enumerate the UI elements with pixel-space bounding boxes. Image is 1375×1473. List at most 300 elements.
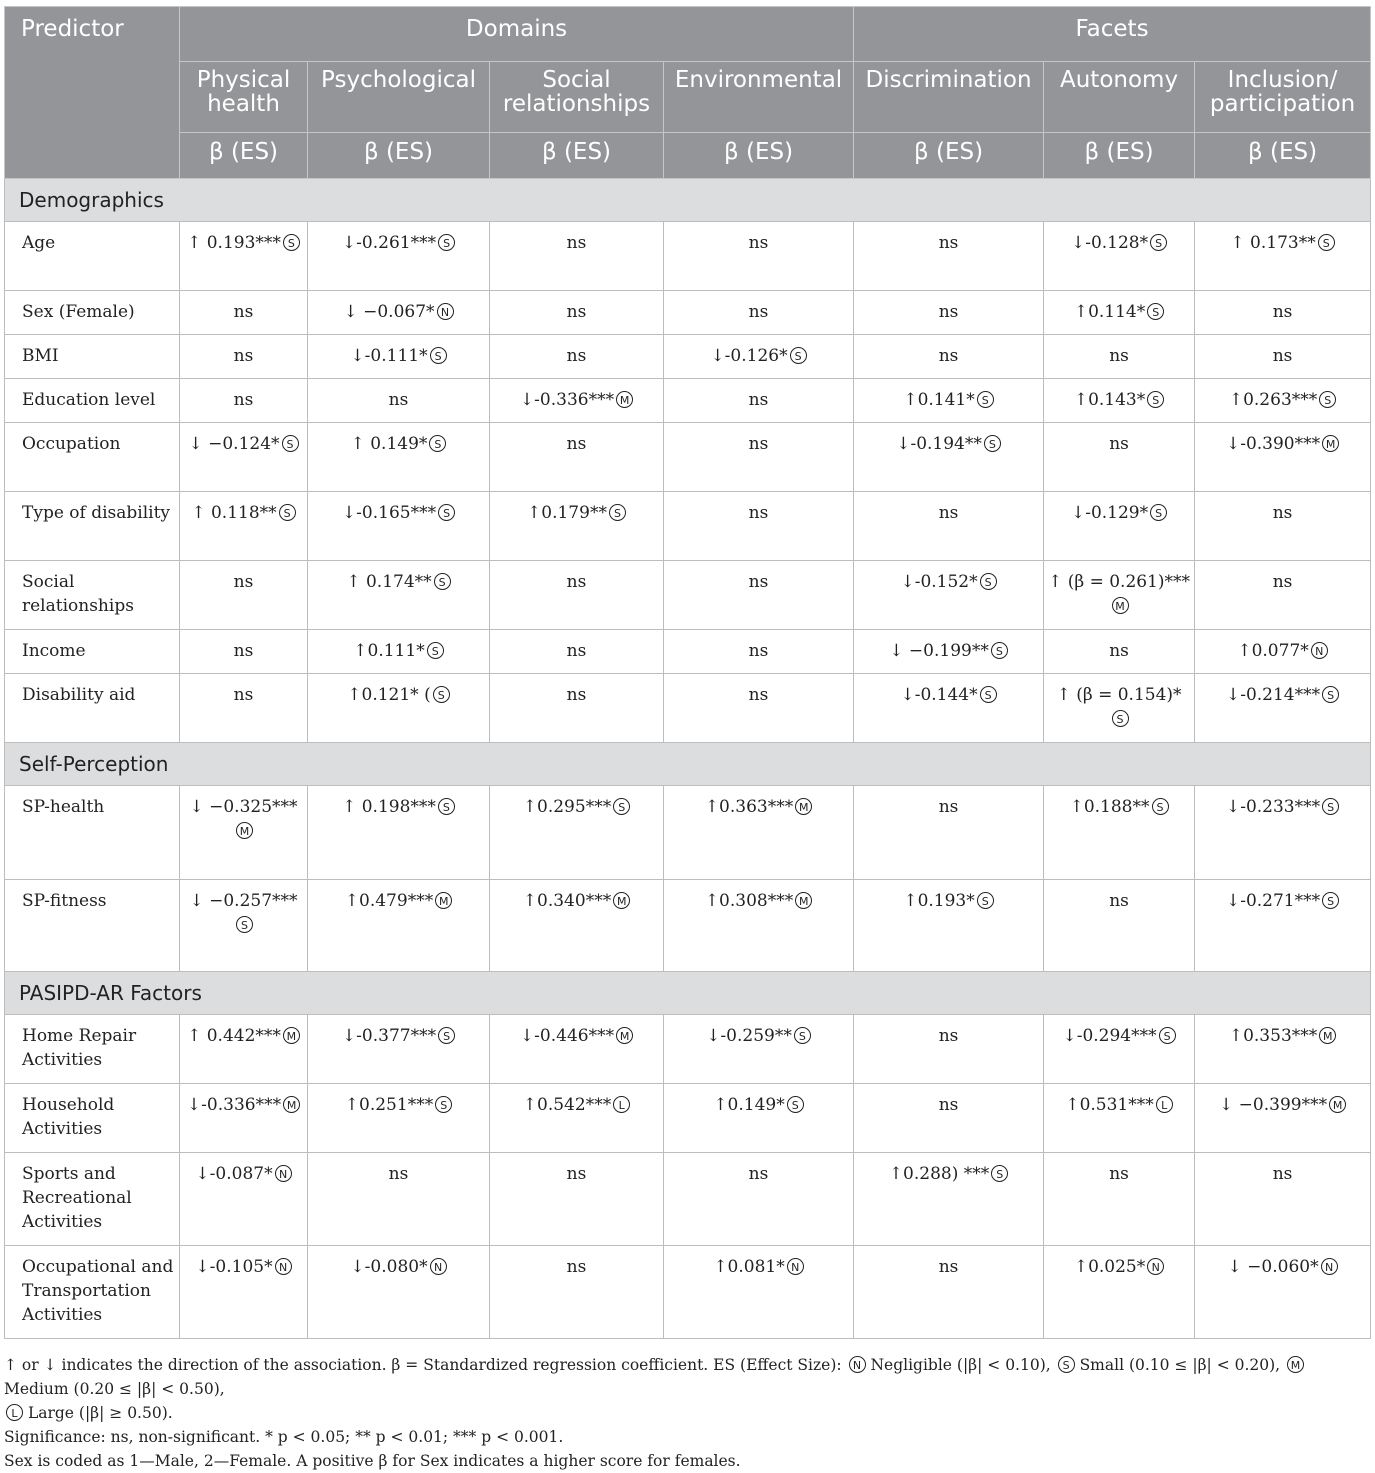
beta-value: ns: [1109, 1164, 1129, 1184]
beta-value: ↑0.121* (: [347, 685, 431, 705]
cell-inclusion: [1195, 1084, 1371, 1153]
beta-value: ns: [1109, 891, 1129, 911]
effect-size-icon: S: [1159, 1027, 1176, 1044]
effect-size-icon: M: [1329, 1096, 1346, 1113]
cell-inclusion: [1195, 1015, 1371, 1084]
cell-inclusion: [1195, 880, 1371, 972]
cell-psychological: [308, 674, 490, 743]
cell-psychological: [308, 561, 490, 630]
effect-size-icon: S: [977, 892, 994, 909]
beta-value: ns: [1272, 572, 1293, 592]
beta-value: ↓-0.126*: [710, 346, 788, 366]
table-row: [5, 1246, 1371, 1339]
regression-results-table: [4, 6, 1371, 1339]
section-title: Self-Perception: [5, 743, 1371, 786]
predictor-label: Sports and Recreational Activities: [5, 1153, 180, 1246]
beta-value: ↑0.308***: [704, 891, 794, 911]
beta-value: ns: [938, 1095, 959, 1115]
effect-size-icon: S: [980, 573, 997, 590]
beta-value: ↓-0.144*: [900, 685, 978, 705]
cell-discrimination: [854, 1153, 1044, 1246]
cell-social-relationships: [490, 880, 664, 972]
table-row: [5, 880, 1371, 972]
predictor-label: Occupational and Transportation Activities: [5, 1246, 180, 1339]
effect-size-icon: M: [1322, 435, 1339, 452]
cell-environmental: [664, 379, 854, 423]
cell-psychological: [308, 1084, 490, 1153]
cell-inclusion: [1195, 1246, 1371, 1339]
header-stat-label: β (ES): [180, 133, 308, 179]
cell-psychological: [308, 786, 490, 880]
cell-inclusion: [1195, 291, 1371, 335]
effect-size-icon: S: [1322, 892, 1339, 909]
cell-physical-health: [180, 630, 308, 674]
beta-value: ↓-0.233***: [1225, 797, 1321, 817]
footnote-legend: ↑ or ↓ indicates the direction of the association. β = Standardized regression coefficient. ES (Effect Size): N Negligible (|β| < 0.10), S Small (0.10 ≤ |β| < 0.20), M Medium (0.20 ≤ |β| < 0.50), L Large (|β| ≥ 0.50).: [4, 1353, 1370, 1425]
cell-social-relationships: [490, 423, 664, 492]
beta-value: ns: [748, 503, 769, 523]
beta-value: ↑0.141*: [903, 390, 975, 410]
cell-environmental: [664, 335, 854, 379]
beta-value: ↑0.188**: [1069, 797, 1150, 817]
cell-autonomy: [1044, 379, 1195, 423]
effect-size-icon: S: [283, 234, 300, 251]
cell-psychological: [308, 630, 490, 674]
beta-value: ns: [938, 1026, 959, 1046]
cell-inclusion: [1195, 630, 1371, 674]
predictor-label: BMI: [5, 335, 180, 379]
cell-social-relationships: [490, 492, 664, 561]
beta-value: ↑ 0.193***: [187, 233, 281, 253]
effect-size-icon: N: [787, 1258, 804, 1275]
header-col-physical-health: Physical health: [180, 62, 308, 133]
cell-psychological: [308, 335, 490, 379]
cell-social-relationships: [490, 561, 664, 630]
header-stat-label: β (ES): [1195, 133, 1371, 179]
section-row: [5, 743, 1371, 786]
effect-size-icon: M: [613, 892, 630, 909]
effect-size-icon: S: [984, 435, 1001, 452]
cell-environmental: [664, 1084, 854, 1153]
beta-value: ↑0.179**: [527, 503, 607, 523]
table-row: [5, 1084, 1371, 1153]
beta-value: ↓-0.111*: [350, 346, 428, 366]
beta-value: ↑0.288) ***: [888, 1164, 990, 1184]
beta-value: ns: [748, 641, 769, 661]
beta-value: ns: [566, 434, 587, 454]
cell-environmental: [664, 1015, 854, 1084]
beta-value: ↑ 0.173**: [1230, 233, 1316, 253]
beta-value: ns: [748, 434, 769, 454]
beta-value: ↑0.143*: [1073, 390, 1146, 410]
effect-size-icon: S: [1150, 504, 1167, 521]
cell-social-relationships: [490, 786, 664, 880]
cell-environmental: [664, 222, 854, 291]
beta-value: ↓-0.377***: [341, 1026, 437, 1046]
beta-value: ns: [748, 302, 769, 322]
cell-autonomy: [1044, 1084, 1195, 1153]
cell-physical-health: [180, 786, 308, 880]
beta-value: ns: [233, 572, 254, 592]
effect-size-icon: S: [430, 347, 447, 364]
beta-value: ↑0.340***: [522, 891, 612, 911]
footnote-significance: Significance: ns, non-significant. * p < 0.05; ** p < 0.01; *** p < 0.001.: [4, 1428, 564, 1446]
beta-value: ns: [388, 1164, 409, 1184]
beta-value: ns: [938, 233, 959, 253]
table-row: [5, 674, 1371, 743]
table-row: [5, 1015, 1371, 1084]
beta-value: ↑0.295***: [522, 797, 612, 817]
header-col-autonomy: Autonomy: [1044, 62, 1195, 133]
effect-size-icon: S: [980, 686, 997, 703]
effect-size-icon: N: [430, 1258, 447, 1275]
beta-value: ns: [566, 302, 587, 322]
effect-size-icon: S: [613, 798, 630, 815]
beta-value: ↑ 0.149*: [350, 434, 428, 454]
cell-physical-health: [180, 335, 308, 379]
cell-autonomy: [1044, 492, 1195, 561]
footnote-sex-coding: Sex is coded as 1—Male, 2—Female. A positive β for Sex indicates a higher score for females.: [4, 1452, 741, 1470]
beta-value: ↑0.111*: [353, 641, 425, 661]
es-small-icon: S: [1058, 1356, 1075, 1373]
table-row: [5, 492, 1371, 561]
cell-environmental: [664, 674, 854, 743]
es-medium-icon: M: [1287, 1356, 1304, 1373]
beta-value: ↓-0.194**: [896, 434, 982, 454]
beta-value: ns: [566, 1164, 587, 1184]
cell-psychological: [308, 1153, 490, 1246]
beta-value: ↓-0.390***: [1225, 434, 1321, 454]
cell-physical-health: [180, 880, 308, 972]
cell-physical-health: [180, 1153, 308, 1246]
effect-size-icon: S: [1152, 798, 1169, 815]
effect-size-icon: S: [435, 1096, 452, 1113]
cell-inclusion: [1195, 674, 1371, 743]
effect-size-icon: S: [1319, 391, 1336, 408]
beta-value: ↓ −0.257***: [189, 891, 298, 911]
cell-psychological: [308, 492, 490, 561]
cell-environmental: [664, 291, 854, 335]
beta-value: ns: [748, 1164, 769, 1184]
cell-physical-health: [180, 1015, 308, 1084]
cell-inclusion: [1195, 1153, 1371, 1246]
effect-size-icon: S: [279, 504, 296, 521]
predictor-label: Type of disability: [5, 492, 180, 561]
effect-size-icon: L: [613, 1096, 630, 1113]
header-col-discrimination: Discrimination: [854, 62, 1044, 133]
effect-size-icon: S: [438, 1027, 455, 1044]
effect-size-icon: S: [438, 234, 455, 251]
beta-value: ↑0.077*: [1237, 641, 1309, 661]
header-col-inclusion: Inclusion/ participation: [1195, 62, 1371, 133]
beta-value: ↑0.531***: [1065, 1095, 1154, 1115]
table-row: [5, 335, 1371, 379]
beta-value: ↓-0.152*: [900, 572, 978, 592]
table-row: [5, 561, 1371, 630]
beta-value: ns: [938, 797, 959, 817]
table-body: [5, 179, 1371, 1339]
cell-social-relationships: [490, 1015, 664, 1084]
cell-discrimination: [854, 1015, 1044, 1084]
beta-value: ↓ −0.124*: [188, 434, 280, 454]
beta-value: ns: [388, 390, 409, 410]
header-stat-label: β (ES): [308, 133, 490, 179]
section-title: Demographics: [5, 179, 1371, 222]
cell-environmental: [664, 492, 854, 561]
header-stat-label: β (ES): [490, 133, 664, 179]
beta-value: ↑0.149*: [713, 1095, 785, 1115]
beta-value: ns: [566, 346, 587, 366]
effect-size-icon: M: [795, 798, 812, 815]
beta-value: ns: [1272, 302, 1293, 322]
table-row: [5, 291, 1371, 335]
table-row: [5, 379, 1371, 423]
beta-value: ↓-0.294***: [1062, 1026, 1157, 1046]
effect-size-icon: S: [438, 504, 455, 521]
cell-autonomy: [1044, 291, 1195, 335]
table-row: [5, 222, 1371, 291]
effect-size-icon: M: [283, 1027, 300, 1044]
effect-size-icon: S: [790, 347, 807, 364]
effect-size-icon: S: [609, 504, 626, 521]
cell-psychological: [308, 222, 490, 291]
effect-size-icon: S: [427, 642, 444, 659]
beta-value: ns: [1109, 641, 1129, 661]
effect-size-icon: M: [616, 1027, 633, 1044]
header-facets: Facets: [854, 7, 1371, 62]
cell-inclusion: [1195, 786, 1371, 880]
beta-value: ↑0.081*: [713, 1257, 785, 1277]
effect-size-icon: S: [236, 916, 253, 933]
beta-value: ↓-0.259**: [706, 1026, 792, 1046]
beta-value: ns: [566, 233, 587, 253]
beta-value: ↓ −0.199**: [889, 641, 989, 661]
beta-value: ↓-0.271***: [1225, 891, 1321, 911]
effect-size-icon: S: [794, 1027, 811, 1044]
cell-social-relationships: [490, 222, 664, 291]
cell-autonomy: [1044, 674, 1195, 743]
cell-environmental: [664, 786, 854, 880]
cell-autonomy: [1044, 423, 1195, 492]
cell-psychological: [308, 291, 490, 335]
predictor-label: Occupation: [5, 423, 180, 492]
predictor-label: SP-fitness: [5, 880, 180, 972]
effect-size-icon: M: [1319, 1027, 1336, 1044]
effect-size-icon: S: [1322, 798, 1339, 815]
beta-value: ↑ (β = 0.154)*: [1056, 685, 1182, 705]
cell-psychological: [308, 1015, 490, 1084]
cell-physical-health: [180, 291, 308, 335]
cell-social-relationships: [490, 1153, 664, 1246]
header-col-social-relationships: Social relationships: [490, 62, 664, 133]
beta-value: ↓ −0.325***: [189, 797, 298, 817]
cell-inclusion: [1195, 492, 1371, 561]
cell-social-relationships: [490, 1246, 664, 1339]
beta-value: ns: [1109, 434, 1129, 454]
es-large-icon: L: [6, 1404, 23, 1421]
cell-autonomy: [1044, 786, 1195, 880]
header-stat-label: β (ES): [1044, 133, 1195, 179]
section-row: [5, 972, 1371, 1015]
beta-value: ns: [566, 1257, 587, 1277]
section-row: [5, 179, 1371, 222]
cell-inclusion: [1195, 222, 1371, 291]
cell-autonomy: [1044, 880, 1195, 972]
beta-value: ↓ −0.060*: [1227, 1257, 1319, 1277]
predictor-label: Social relationships: [5, 561, 180, 630]
cell-discrimination: [854, 1246, 1044, 1339]
effect-size-icon: S: [1147, 303, 1164, 320]
beta-value: ns: [566, 641, 587, 661]
predictor-label: Sex (Female): [5, 291, 180, 335]
beta-value: ↓ −0.399***: [1219, 1095, 1328, 1115]
cell-psychological: [308, 379, 490, 423]
beta-value: ns: [566, 685, 587, 705]
cell-physical-health: [180, 561, 308, 630]
header-stat-label: β (ES): [854, 133, 1044, 179]
cell-autonomy: [1044, 222, 1195, 291]
beta-value: ns: [233, 390, 254, 410]
header-domains: Domains: [180, 7, 854, 62]
cell-environmental: [664, 1246, 854, 1339]
effect-size-icon: N: [275, 1258, 292, 1275]
beta-value: ↑0.193*: [903, 891, 975, 911]
effect-size-icon: S: [1112, 710, 1129, 727]
header-col-environmental: Environmental: [664, 62, 854, 133]
beta-value: ↑ 0.174**: [346, 572, 432, 592]
effect-size-icon: M: [236, 822, 253, 839]
beta-value: ns: [748, 685, 769, 705]
results-table-container: [4, 6, 1370, 1473]
effect-size-icon: S: [282, 435, 299, 452]
cell-social-relationships: [490, 674, 664, 743]
cell-physical-health: [180, 379, 308, 423]
es-negligible-icon: N: [849, 1356, 866, 1373]
beta-value: ns: [1272, 346, 1293, 366]
beta-value: ↑ 0.198***: [342, 797, 436, 817]
cell-autonomy: [1044, 1246, 1195, 1339]
effect-size-icon: S: [434, 573, 451, 590]
effect-size-icon: S: [433, 686, 450, 703]
beta-value: ↑0.025*: [1073, 1257, 1146, 1277]
predictor-label: Disability aid: [5, 674, 180, 743]
cell-autonomy: [1044, 335, 1195, 379]
cell-psychological: [308, 880, 490, 972]
header-predictor: Predictor: [5, 7, 180, 179]
beta-value: ↓-0.129*: [1070, 503, 1149, 523]
beta-value: ns: [938, 1257, 959, 1277]
effect-size-icon: S: [1318, 234, 1335, 251]
cell-discrimination: [854, 674, 1044, 743]
cell-social-relationships: [490, 335, 664, 379]
effect-size-icon: M: [795, 892, 812, 909]
effect-size-icon: S: [991, 642, 1008, 659]
table-row: [5, 423, 1371, 492]
effect-size-icon: S: [1322, 686, 1339, 703]
header-col-psychological: Psychological: [308, 62, 490, 133]
beta-value: ns: [566, 572, 587, 592]
cell-environmental: [664, 1153, 854, 1246]
cell-psychological: [308, 423, 490, 492]
effect-size-icon: N: [1321, 1258, 1338, 1275]
header-stat-label: β (ES): [664, 133, 854, 179]
beta-value: ns: [748, 390, 769, 410]
effect-size-icon: N: [1147, 1258, 1164, 1275]
table-row: [5, 1153, 1371, 1246]
cell-physical-health: [180, 674, 308, 743]
cell-environmental: [664, 423, 854, 492]
effect-size-icon: N: [1311, 642, 1328, 659]
effect-size-icon: S: [991, 1165, 1008, 1182]
table-row: [5, 786, 1371, 880]
beta-value: ↓-0.105*: [195, 1257, 273, 1277]
cell-physical-health: [180, 222, 308, 291]
cell-social-relationships: [490, 630, 664, 674]
cell-inclusion: [1195, 335, 1371, 379]
beta-value: ↓-0.128*: [1070, 233, 1149, 253]
beta-value: ↑0.479***: [344, 891, 434, 911]
cell-autonomy: [1044, 1153, 1195, 1246]
table-footnotes: [4, 1353, 1370, 1473]
table-row: [5, 630, 1371, 674]
beta-value: ns: [1272, 503, 1293, 523]
effect-size-icon: M: [616, 391, 633, 408]
predictor-label: SP-health: [5, 786, 180, 880]
cell-social-relationships: [490, 379, 664, 423]
beta-value: ↓-0.336***: [186, 1095, 282, 1115]
beta-value: ↑0.353***: [1228, 1026, 1318, 1046]
beta-value: ns: [938, 346, 959, 366]
cell-physical-health: [180, 1084, 308, 1153]
effect-size-icon: S: [1147, 391, 1164, 408]
cell-psychological: [308, 1246, 490, 1339]
beta-value: ↑ 0.118**: [191, 503, 277, 523]
cell-physical-health: [180, 492, 308, 561]
beta-value: ↓-0.214***: [1225, 685, 1321, 705]
beta-value: ↑0.251***: [344, 1095, 434, 1115]
beta-value: ↓-0.165***: [341, 503, 437, 523]
beta-value: ↑ (β = 0.261)***: [1048, 572, 1191, 592]
effect-size-icon: M: [283, 1096, 300, 1113]
beta-value: ↓-0.261***: [341, 233, 437, 253]
effect-size-icon: S: [438, 798, 455, 815]
effect-size-icon: M: [1112, 597, 1129, 614]
predictor-label: Home Repair Activities: [5, 1015, 180, 1084]
effect-size-icon: M: [435, 892, 452, 909]
table-header: [5, 7, 1371, 179]
cell-physical-health: [180, 423, 308, 492]
cell-discrimination: [854, 630, 1044, 674]
predictor-label: Household Activities: [5, 1084, 180, 1153]
cell-autonomy: [1044, 630, 1195, 674]
beta-value: ns: [748, 572, 769, 592]
beta-value: ↑0.263***: [1228, 390, 1318, 410]
cell-autonomy: [1044, 561, 1195, 630]
predictor-label: Income: [5, 630, 180, 674]
cell-autonomy: [1044, 1015, 1195, 1084]
beta-value: ↑0.542***: [522, 1095, 612, 1115]
beta-value: ns: [233, 685, 254, 705]
beta-value: ↓ −0.067*: [343, 302, 435, 322]
effect-size-icon: N: [275, 1165, 292, 1182]
cell-discrimination: [854, 379, 1044, 423]
cell-inclusion: [1195, 561, 1371, 630]
predictor-label: Age: [5, 222, 180, 291]
cell-discrimination: [854, 561, 1044, 630]
effect-size-icon: S: [977, 391, 994, 408]
beta-value: ↓-0.087*: [195, 1164, 273, 1184]
predictor-label: Education level: [5, 379, 180, 423]
